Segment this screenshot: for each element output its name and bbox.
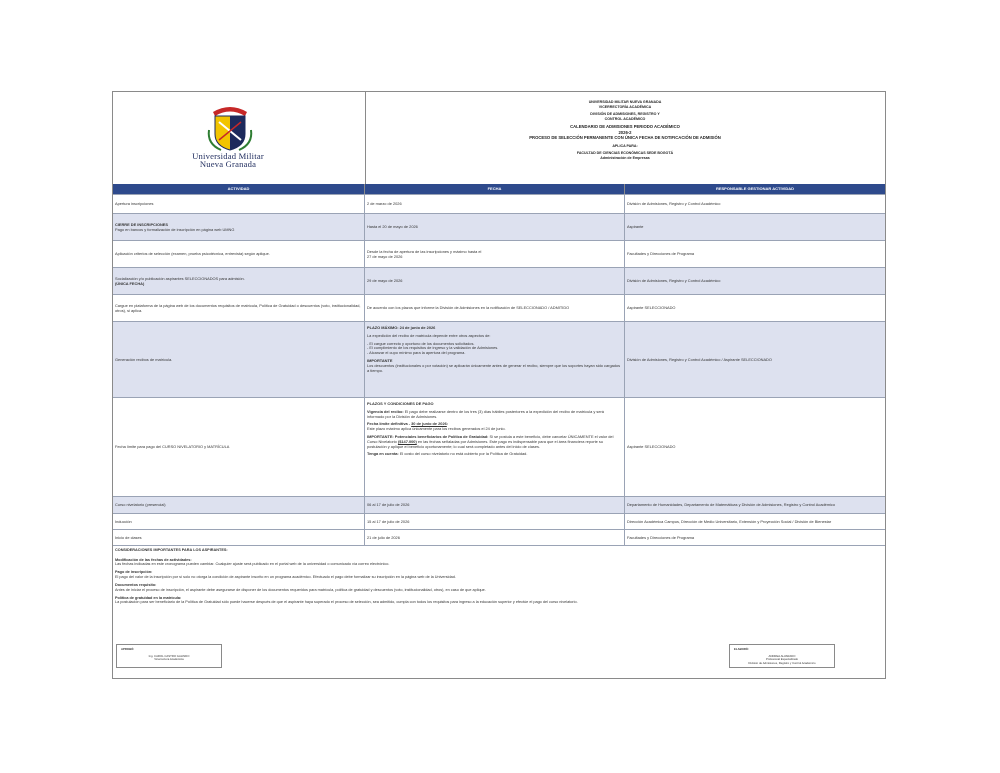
logo-area <box>113 92 366 184</box>
important-label: IMPORTANTE <box>367 357 393 363</box>
table-row <box>113 194 885 214</box>
consideration-heading: Pago de inscripción: <box>115 570 153 575</box>
receipt-validity-text: El pago debe realizarse dentro de los tres (3) días hábiles posteriores a la expedición del recibo de matrícula y será informado por la División de Admisiones. <box>367 408 604 419</box>
row-responsible: Aspirante SELECCIONADO <box>627 305 676 311</box>
table-row <box>113 496 885 514</box>
table-row <box>113 294 885 322</box>
row-responsible: Facultades y Direcciones de Programa <box>627 251 695 257</box>
deadline-intro: La expedición del recibo de matrícula depende entre otros aspectos de: <box>367 332 491 338</box>
university-name <box>173 152 283 168</box>
row-activity: Inducción <box>113 514 365 530</box>
signature-role: División de Admisiones, Registro y Control Académico <box>748 660 816 665</box>
row-activity: Generación recibos de matrícula. <box>113 322 365 398</box>
column-header-actividad: ACTIVIDAD <box>113 184 365 194</box>
final-deadline-text: Este plazo máximo aplica únicamente para los recibos generados el 24 de junio. <box>367 426 506 432</box>
receipt-validity <box>367 410 622 420</box>
row-activity-bold: (ÚNICA FECHA) <box>115 280 145 286</box>
table-row <box>113 397 885 497</box>
row-activity <box>113 214 365 241</box>
signature-name: Ing. CAROL CASTRO GALINDO <box>148 654 190 658</box>
signature-role: Vicerrectora Académica <box>154 657 184 662</box>
row-date-line1: Desde la fecha de apertura de las inscripciones y máximo hasta el <box>367 248 482 254</box>
row-date: 06 al 17 de julio de 2026 <box>365 497 625 514</box>
consideration-text: La postulación para ser beneficiario de la Política de Gratuidad sólo puede hacerse después de que el aspirante haya superado el proceso de selección, sea admitido, cumpla con todos los requisitos para ingreso a la educación superior y efectúe el pago del curso nivelatorio. <box>115 600 578 605</box>
row-activity-text: Pago en bancos y formalización de inscripción en página web UMNG <box>115 226 235 232</box>
gratuity-note-label: IMPORTANTE: Potenciales beneficiarios de Política de Gratuidad: <box>367 433 489 439</box>
final-deadline: Fecha límite definitiva - 30 de junio de 2026: Este plazo máximo aplica únicamente para los recibos generados el 24 de junio. <box>367 421 506 432</box>
document-header <box>113 92 885 185</box>
take-into-account <box>367 452 622 457</box>
header-university: UNIVERSIDAD MILITAR NUEVA GRANADA <box>588 100 662 104</box>
consideration-heading: Modificación de las fechas de actividades: <box>115 557 192 562</box>
gratuity-note <box>367 435 622 449</box>
consideration-heading: Documentos requisito: <box>115 582 157 587</box>
header-program: Administración de Empresas <box>600 155 650 160</box>
final-deadline-date: 30 de junio de 2026 <box>411 421 447 427</box>
row-responsible: Dirección Académica Campus, Dirección de Medio Universitario, Extensión y Proyección Social / División de Bienestar <box>627 518 832 524</box>
row-responsible: Aspirante SELECCIONADO <box>627 444 676 450</box>
university-name-line2: Nueva Granada <box>199 159 257 169</box>
row-responsible: División de Admisiones, Registro y Control Académico / Aspirante SELECCIONADO <box>627 356 772 362</box>
signature-label: ELABORÓ: <box>734 647 749 651</box>
university-name-line1: Universidad Militar <box>192 151 264 161</box>
row-activity: Aplicación criterios de selección (examen, prueba psicotécnica, entrevista) según aplique. <box>113 241 365 268</box>
row-date <box>365 241 625 268</box>
gratuity-note-text1: Si se postula a este beneficio, debe cancelar ÚNICAMENTE el valor del Curso Nivelatorio <box>367 433 614 444</box>
header-applies-for: APLICA PARA: <box>612 143 638 148</box>
row-date: 21 de julio de 2026 <box>365 530 625 546</box>
row-date <box>365 322 625 398</box>
table-row <box>113 513 885 530</box>
row-activity: Fecha límite para pago del CURSO NIVELATORIO y MATRÍCULA <box>113 398 365 497</box>
admissions-calendar-sheet <box>112 91 886 679</box>
take-into-account-text: El costo del curso nivelatorio no está cubierto por la Política de Gratuidad. <box>399 451 528 457</box>
row-date-line2: 27 de mayo de 2026 <box>367 253 403 259</box>
header-division-2: CONTROL ACADÉMICO <box>604 116 646 121</box>
row-activity: Inicio de clases <box>113 530 365 546</box>
signature-label: APROBÓ: <box>121 647 135 651</box>
row-responsible: División de Admisiones, Registro y Control Académico <box>627 278 721 284</box>
header-vicerrectoria: VICERRECTORÍA ACADÉMICA <box>598 104 652 109</box>
row-date: 2 de marzo de 2026 <box>365 195 625 214</box>
row-responsible: Departamento de Humanidades, Departamento de Matemáticas y División de Admisiones, Registro y Control Académico <box>627 502 836 508</box>
row-date: Hasta el 20 de mayo de 2026 <box>365 214 625 241</box>
row-activity: Cargue en plataforma de la página web de los documentos requisitos de matrícula, Política de Gratuidad o descuentos (voto, institucionalidad, otros), si aplica. <box>113 295 365 322</box>
column-header-fecha: FECHA <box>365 184 625 194</box>
consideration-text: El pago del valor de la inscripción por sí solo no otorga la condición de aspirante inscrito en un programa académico. Efectuado el pago debe formalizar su inscripción en la página web de la Universidad. <box>115 574 456 579</box>
row-responsible: Aspirante <box>627 224 644 230</box>
take-into-account-label: Tenga en cuenta: <box>367 451 399 457</box>
row-activity-bold: CIERRE DE INSCRIPCIONES <box>115 221 168 227</box>
gratuity-note-text2: en las fechas señaladas por Admisiones. Este pago es indispensable para que el área financiera reporte su postulación y aplique el beneficio oportunamente; lo cual será completado antes del inicio de clases. <box>367 438 603 449</box>
header-faculty: FACULTAD DE CIENCIAS ECONÓMICAS SEDE BOGOTÁ <box>576 151 674 156</box>
final-deadline-label: Fecha límite definitiva - <box>367 421 411 427</box>
signature-prepared <box>729 644 835 668</box>
important-text: Los descuentos (institucionales o por votación) se aplicarán únicamente antes de generar el recibo, siempre que los soportes hayan sido cargados a tiempo. <box>367 362 621 373</box>
consideration-text: Antes de iniciar el proceso de inscripción, el aspirante debe asegurarse de disponer de los documentos requeridos para matrícula, política de gratuidad y descuentos (voto, institucionalidad, otros), en caso de que aplique. <box>115 587 486 592</box>
deadline-item: - El cumplimiento de los requisitos de ingreso y la validación de Admisiones. <box>367 345 499 351</box>
row-date: De acuerdo con los plazos que informe la División de Admisiones en la notificación de SELECCIONADO / ADMITIDO <box>365 295 625 322</box>
payment-conditions-title: PLAZOS Y CONDICIONES DE PAGO <box>367 401 434 406</box>
table-row <box>113 529 885 546</box>
table-row <box>113 321 885 398</box>
row-activity-text: Socialización y/o publicación aspirantes SELECCIONADOS para admisión. <box>115 275 245 281</box>
header-period: 2026-2 <box>618 129 632 135</box>
row-responsible: Facultades y Direcciones de Programa <box>627 534 695 540</box>
row-date: 15 al 17 de julio de 2026 <box>365 514 625 530</box>
header-title-block <box>365 92 885 184</box>
column-header-responsable: RESPONSABLE GESTIONAR ACTIVIDAD <box>625 184 885 194</box>
row-date: 29 de mayo de 2026 <box>365 268 625 295</box>
considerations-title: CONSIDERACIONES IMPORTANTES PARA LOS ASPIRANTES: <box>115 548 228 552</box>
deadline-item: - Alcanzar el cupo mínimo para la apertura del programa. <box>367 350 466 356</box>
gratuity-note-amount: ($147.000) <box>397 438 417 444</box>
consideration-heading: Política de gratuidad en la matrícula: <box>115 595 182 600</box>
header-process: PROCESO DE SELECCIÓN PERMANENTE CON ÚNICA FECHA DE NOTIFICACIÓN DE ADMISIÓN <box>529 135 721 141</box>
signature-role: Profesional Especializado <box>765 657 799 662</box>
university-crest-icon <box>205 100 255 154</box>
row-responsible: División de Admisiones, Registro y Control Académico <box>627 201 721 207</box>
signature-name: ANDREA ALVARADO <box>768 654 796 658</box>
table-row <box>113 213 885 241</box>
row-activity <box>113 268 365 295</box>
deadline-item: - El cargue correcto y oportuno de los documentos solicitados. <box>367 340 475 346</box>
header-calendar-title: CALENDARIO DE ADMISIONES PERIODO ACADÉMICO <box>570 124 680 130</box>
signature-approved <box>116 644 222 668</box>
deadline-title: PLAZO MÁXIMO: 24 de junio de 2026 <box>367 325 436 330</box>
receipt-validity-label: Vigencia del recibo: <box>367 408 404 414</box>
row-activity: Apertura inscripciones <box>113 195 365 214</box>
consideration-text: Las fechas indicadas en este cronograma pueden cambiar. Cualquier ajuste será publicado en el portal web de la universidad o comunicado vía correo electrónico. <box>115 562 390 567</box>
table-row <box>113 240 885 268</box>
row-activity: Curso nivelatorio (presencial) <box>113 497 365 514</box>
header-division-1: DIVISIÓN DE ADMISIONES, REGISTRO Y <box>590 112 660 117</box>
table-row <box>113 267 885 295</box>
row-date <box>365 398 625 497</box>
